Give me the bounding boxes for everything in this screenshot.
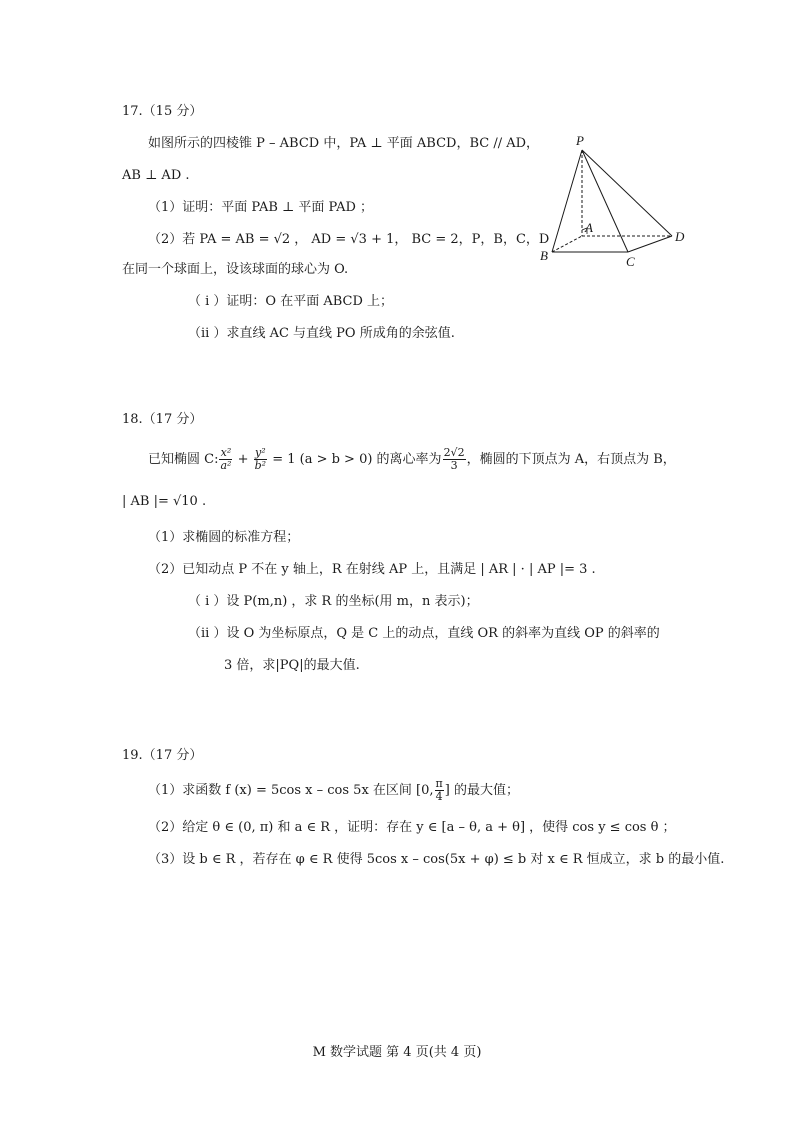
q18-stem-line2: | AB |= √10 . (122, 494, 207, 509)
q18-frac-ecc-num: 2√2 (443, 446, 465, 459)
label-a: A (585, 220, 593, 235)
q17-sub-i: （ i ）证明：O 在平面 ABCD 上； (188, 294, 394, 309)
q18-frac-y-num: y² (255, 446, 266, 459)
q19-part2: （2）给定 θ ∈ (0, π) 和 a ∈ R ，证明：存在 y ∈ [a – θ, a + θ] ，使得 cos y ≤ cos θ ； (148, 820, 676, 835)
q17-header: 17.（15 分） (122, 104, 203, 119)
q17-part1: （1）证明：平面 PAB ⊥ 平面 PAD ； (148, 200, 374, 215)
q18-sub-i: （ i ）设 P(m,n) ，求 R 的坐标(用 m，n 表示)； (188, 594, 479, 609)
q17-sub-ii: （ii ）求直线 AC 与直线 PO 所成角的余弦值. (188, 326, 455, 341)
q18-stem-post: ，椭圆的下顶点为 A，右顶点为 B， (466, 452, 676, 467)
q18-stem-line1 (148, 444, 676, 476)
q19-part1-pre: （1）求函数 f (x) = 5cos x – cos 5x 在区间 [0, (148, 783, 434, 798)
q18-stem-cond: = 1 (a > b > 0) 的离心率为 (268, 452, 442, 467)
q18-header: 18.（17 分） (122, 412, 203, 427)
q18-stem-pre: 已知椭圆 C: (148, 452, 219, 467)
label-b: B (540, 248, 548, 263)
q19-part1-post: ] 的最大值； (444, 783, 519, 798)
q17-part2-cont: 在同一个球面上，设该球面的球心为 O. (122, 262, 349, 277)
q19-frac-pi4 (435, 778, 444, 803)
edge-cd (628, 236, 672, 252)
q17-part2: （2）若 PA = AB = √2 ， AD = √3 + 1， BC = 2，P，B，C，D (148, 232, 550, 247)
q19-frac-pi4-den: 4 (435, 790, 443, 803)
q19-frac-pi4-num: π (435, 777, 443, 790)
page-footer: M 数学试题 第 4 页(共 4 页) (312, 1045, 482, 1060)
q18-part1: （1）求椭圆的标准方程； (148, 530, 300, 545)
q18-frac-x-den: a² (220, 459, 232, 472)
pyramid-figure (536, 132, 696, 270)
q18-frac-x-num: x² (220, 446, 232, 459)
q17-stem-line2: AB ⊥ AD . (122, 168, 190, 183)
q18-sub-ii: （ii ）设 O 为坐标原点，Q 是 C 上的动点，直线 OR 的斜率为直线 OP 的斜率的 (188, 626, 660, 641)
q18-plus: + (233, 452, 253, 467)
edge-pd (582, 150, 672, 236)
edge-pc (582, 150, 628, 252)
q18-sub-ii-cont: 3 倍，求|PQ|的最大值. (224, 658, 360, 673)
q19-part1 (148, 776, 519, 806)
pyramid-diagram (536, 132, 696, 270)
q18-frac-x (219, 447, 232, 472)
q19-header: 19.（17 分） (122, 748, 203, 763)
q18-part2: （2）已知动点 P 不在 y 轴上，R 在射线 AP 上，且满足 | AR | · | AP |= 3 . (148, 562, 596, 577)
label-p: P (576, 133, 584, 148)
q17-stem-line1: 如图所示的四棱锥 P – ABCD 中，PA ⊥ 平面 ABCD，BC // AD， (148, 136, 540, 151)
edge-pb (552, 150, 582, 252)
q18-frac-y (254, 447, 267, 472)
q18-frac-ecc-den: 3 (450, 459, 458, 472)
q19-part3: （3）设 b ∈ R ，若存在 φ ∈ R 使得 5cos x – cos(5x + φ) ≤ b 对 x ∈ R 恒成立，求 b 的最小值. (148, 852, 725, 867)
label-d: D (675, 229, 685, 244)
q18-frac-y-den: b² (254, 459, 267, 472)
q18-frac-ecc (443, 447, 466, 472)
label-c: C (626, 254, 635, 269)
